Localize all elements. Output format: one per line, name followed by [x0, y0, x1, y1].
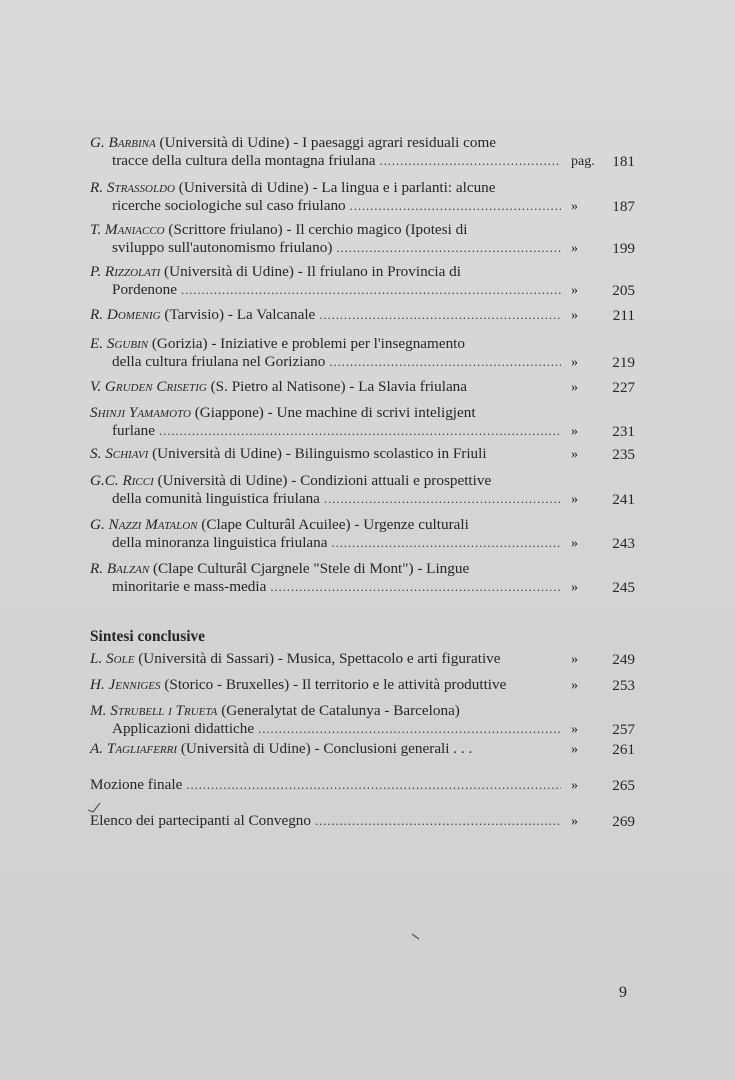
- page-ref: 227: [612, 379, 635, 396]
- page-marker: »: [571, 778, 578, 793]
- author-name: G.C. Ricci: [90, 472, 154, 489]
- page-marker: »: [571, 536, 578, 551]
- page-ref: 245: [612, 579, 635, 596]
- toc-entry: [90, 378, 635, 397]
- page-marker: »: [571, 241, 578, 256]
- author-name: M. Strubell i Trueta: [90, 702, 218, 719]
- page-marker: »: [571, 652, 578, 667]
- page-marker: »: [571, 283, 578, 298]
- author-name: R. Balzan: [90, 560, 150, 577]
- toc-entry: [90, 812, 635, 831]
- page-ref: 257: [612, 721, 635, 738]
- page-marker: pag.: [571, 154, 595, 169]
- page-ref: 231: [612, 423, 635, 440]
- entry-title-line1: (Gorizia) - Iniziative e problemi per l'insegnamento: [151, 335, 465, 352]
- author-name: G. Nazzi Matalon: [90, 516, 198, 533]
- entry-title-line1: (Clape Culturâl Cjargnele "Stele di Mont") - Lingue: [152, 560, 470, 577]
- entry-title: Elenco dei partecipanti al Convegno: [90, 812, 311, 829]
- toc-entry: [90, 516, 635, 553]
- page-ref: 181: [612, 153, 635, 170]
- author-name: A. Tagliaferri: [90, 740, 178, 757]
- entry-title-line1: (Giappone) - Une machine di scrivi inteligjent: [194, 404, 476, 421]
- entry-title-line2: sviluppo sull'autonomismo friulano): [112, 239, 333, 256]
- entry-title-line1: (Università di Udine) - I paesaggi agrari residuali come: [159, 134, 497, 151]
- page-marker: »: [571, 308, 578, 323]
- author-name: R. Strassoldo: [90, 179, 175, 196]
- dot-leader: [329, 353, 561, 371]
- toc-entry: [90, 335, 635, 372]
- entry-title: (Università di Udine) - Conclusioni generali . . .: [180, 740, 473, 757]
- page-ref: 243: [612, 535, 635, 552]
- dot-leader: [380, 152, 561, 170]
- page-ref: 241: [612, 491, 635, 508]
- dot-leader: [319, 306, 561, 324]
- toc-entry: [90, 702, 635, 739]
- entry-title-line1: (Clape Culturâl Acuilee) - Urgenze culturali: [201, 516, 469, 533]
- author-name: S. Schiavi: [90, 445, 149, 462]
- toc-entry: [90, 472, 635, 509]
- page-marker: »: [571, 199, 578, 214]
- dot-leader: [332, 534, 562, 552]
- toc-entry: [90, 404, 635, 441]
- pencil-tick-icon: [86, 800, 102, 814]
- page-marker: »: [571, 447, 578, 462]
- author-name: E. Sgubin: [90, 335, 149, 352]
- author-name: T. Maniacco: [90, 221, 165, 238]
- entry-title-line2: della comunità linguistica friulana: [112, 490, 320, 507]
- entry-title: (Università di Udine) - Bilinguismo scolastico in Friuli: [152, 445, 487, 462]
- entry-title-line1: (Università di Udine) - Il friulano in Provincia di: [164, 263, 461, 280]
- page-ref: 211: [612, 307, 635, 324]
- toc-entry: [90, 560, 635, 597]
- page-ref: 261: [612, 741, 635, 758]
- page-ref: 269: [612, 813, 635, 830]
- page-marker: »: [571, 492, 578, 507]
- author-name: R. Domenig: [90, 306, 161, 323]
- page-marker: »: [571, 742, 578, 757]
- page-ref: 205: [612, 282, 635, 299]
- page-marker: »: [571, 678, 578, 693]
- dot-leader: [159, 422, 561, 440]
- entry-title-line1: (Università di Udine) - Condizioni attuali e prospettive: [157, 472, 492, 489]
- dot-leader: [258, 720, 561, 738]
- toc-entry: [90, 134, 635, 171]
- entry-title: (Tarvisio) - La Valcanale: [164, 306, 316, 323]
- entry-title: (S. Pietro al Natisone) - La Slavia friulana: [210, 378, 468, 395]
- entry-title-line2: della minoranza linguistica friulana: [112, 534, 328, 551]
- page-marker: »: [571, 380, 578, 395]
- author-name: H. Jenniges: [90, 676, 161, 693]
- entry-title-line2: furlane: [112, 422, 156, 439]
- toc-entry: [90, 650, 635, 669]
- dot-leader: [186, 776, 561, 794]
- page-ref: 187: [612, 198, 635, 215]
- entry-title-line2: Pordenone: [112, 281, 177, 298]
- entry-title-line2: ricerche sociologiche sul caso friulano: [112, 197, 346, 214]
- toc-entry: [90, 776, 635, 795]
- author-name: L. Sole: [90, 650, 135, 667]
- toc-entry: [90, 179, 635, 216]
- section-heading: Sintesi conclusive: [90, 628, 206, 645]
- dot-leader: [324, 490, 561, 508]
- page-marker: »: [571, 580, 578, 595]
- dot-leader: [350, 197, 561, 215]
- entry-title-line2: tracce della cultura della montagna friulana: [112, 152, 376, 169]
- entry-title-line1: (Generalytat de Catalunya - Barcelona): [221, 702, 460, 719]
- ink-mark-icon: [410, 932, 422, 942]
- author-name: Shinji Yamamoto: [90, 404, 191, 421]
- author-name: V. Gruden Crisetig: [90, 378, 207, 395]
- page-marker: »: [571, 814, 578, 829]
- toc-entry: [90, 445, 635, 464]
- entry-title-line2: minoritarie e mass-media: [112, 578, 267, 595]
- dot-leader: [181, 281, 561, 299]
- entry-title: (Università di Sassari) - Musica, Spettacolo e arti figurative: [138, 650, 501, 667]
- author-name: P. Rizzolati: [90, 263, 161, 280]
- entry-title-line1: (Scrittore friulano) - Il cerchio magico (Ipotesi di: [168, 221, 468, 238]
- toc-entry: [90, 740, 635, 759]
- toc-entry: [90, 221, 635, 258]
- author-name: G. Barbina: [90, 134, 156, 151]
- entry-title: (Storico - Bruxelles) - Il territorio e le attività produttive: [164, 676, 507, 693]
- toc-entry: [90, 306, 635, 325]
- entry-title-line2: della cultura friulana nel Goriziano: [112, 353, 326, 370]
- page-ref: 265: [612, 777, 635, 794]
- page-marker: »: [571, 355, 578, 370]
- page-ref: 249: [612, 651, 635, 668]
- dot-leader: [336, 239, 561, 257]
- page-ref: 235: [612, 446, 635, 463]
- entry-title: Mozione finale: [90, 776, 183, 793]
- toc-entry: [90, 263, 635, 300]
- dot-leader: [270, 578, 561, 596]
- page-marker: »: [571, 424, 578, 439]
- dot-leader: [315, 812, 561, 830]
- page-ref: 253: [612, 677, 635, 694]
- entry-title-line2: Applicazioni didattiche: [112, 720, 255, 737]
- toc-entry: [90, 676, 635, 695]
- page-marker: »: [571, 722, 578, 737]
- page-ref: 199: [612, 240, 635, 257]
- entry-title-line1: (Università di Udine) - La lingua e i parlanti: alcune: [178, 179, 496, 196]
- page-number: 9: [619, 984, 627, 1001]
- page-ref: 219: [612, 354, 635, 371]
